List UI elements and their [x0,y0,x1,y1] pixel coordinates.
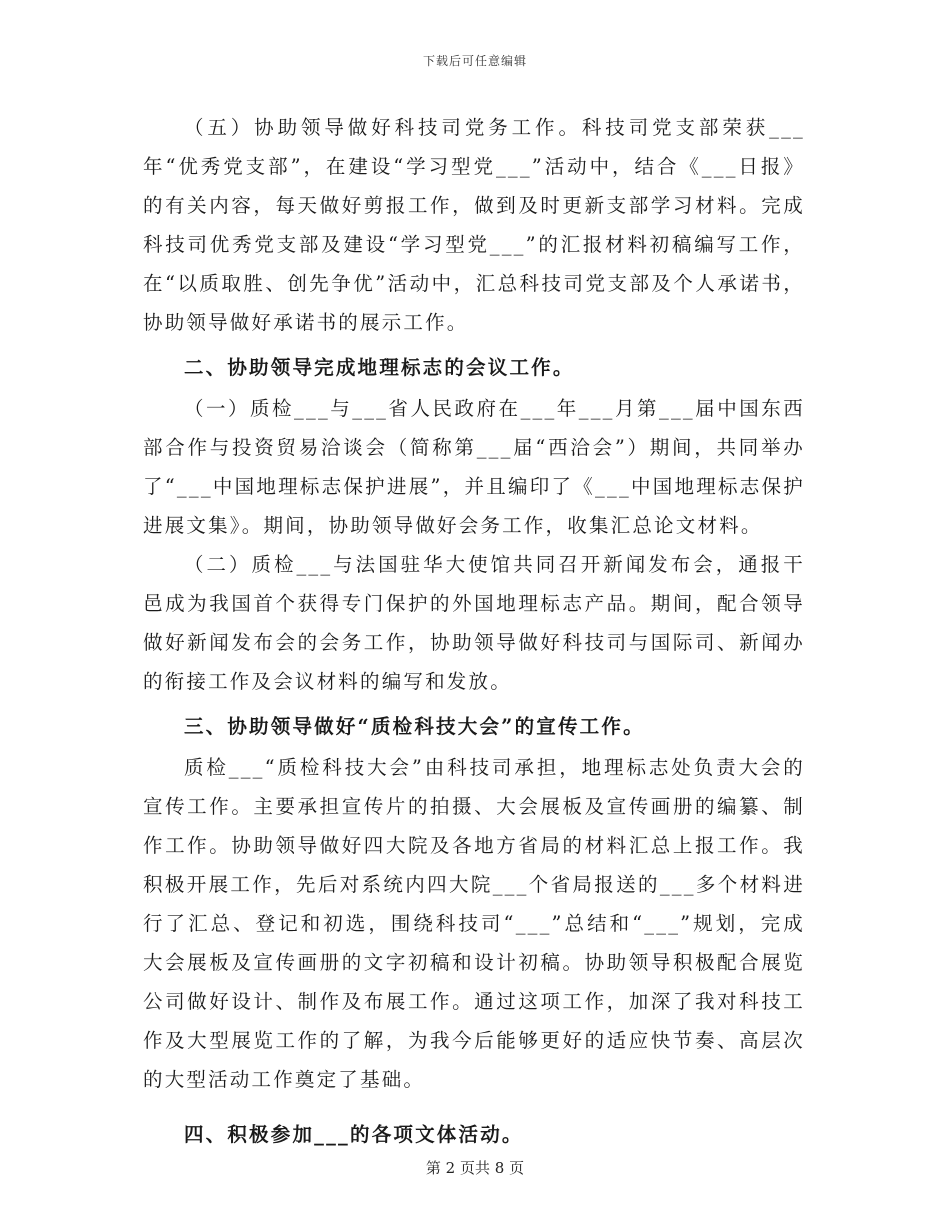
section-heading-4: 四、积极参加___的各项文体活动。 [183,1123,524,1146]
paragraph-party-work: （五）协助领导做好科技司党务工作。科技司党支部荣获___年“优秀党支部”，在建设“学习型党___”活动中，结合《___日报》的有关内容，每天做好剪报工作，做到及时更新支部学习材料。完成科技司优秀党支部及建设“学习型党___”的汇报材料初稿编写工作，在“以质取胜、创先争优”活动中，汇总科技司党支部及个人承诺书，协助领导做好承诺书的展示工作。 [143,116,805,334]
page-header: 下载后可任意编辑 [422,54,527,68]
paragraph-science-conference: 质检___“质检科技大会”由科技司承担，地理标志处负责大会的宣传工作。主要承担宣传片的拍摄、大会展板及宣传画册的编纂、制作工作。协助领导做好四大院及各地方省局的材料汇总上报工作。我积极开展工作，先后对系统内四大院___个省局报送的___多个材料进行了汇总、登记和初选，围绕科技司“___”总结和“___”规划，完成大会展板及宣传画册的文字初稿和设计初稿。协助领导积极配合展览公司做好设计、制作及布展工作。通过这项工作，加深了我对科技工作及大型展览工作的了解，为我今后能够更好的适应快节奏、高层次的大型活动工作奠定了基础。 [143,756,805,1091]
section-heading-3: 三、协助领导做好“质检科技大会”的宣传工作。 [183,715,645,738]
document-body [143,108,805,1156]
paragraph-western-fair: （一）质检___与___省人民政府在___年___月第___届中国东西部合作与投资贸易洽谈会（简称第___届“西洽会”）期间，共同举办了“___中国地理标志保护进展”，并且编印了《___中国地理标志保护进展文集》。期间，协助领导做好会务工作，收集汇总论文材料。 [143,397,805,537]
paragraph-press-conference: （二）质检___与法国驻华大使馆共同召开新闻发布会，通报干邑成为我国首个获得专门保护的外国地理标志产品。期间，配合领导做好新闻发布会的会务工作，协助领导做好科技司与国际司、新闻办的衔接工作及会议材料的编写和发放。 [143,553,805,693]
page-footer: 第 2 页共 8 页 [425,1159,525,1177]
section-heading-2: 二、协助领导完成地理标志的会议工作。 [183,356,575,379]
